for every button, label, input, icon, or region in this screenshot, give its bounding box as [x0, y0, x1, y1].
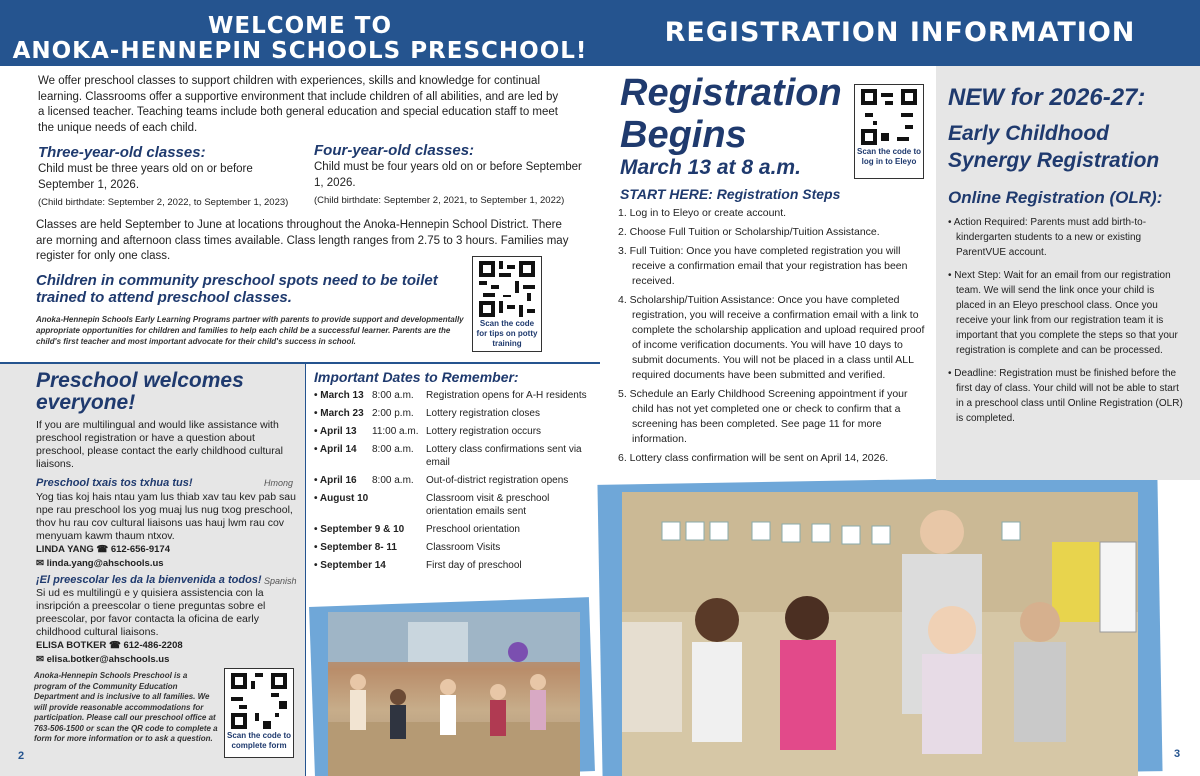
date-row: [314, 425, 594, 438]
date-row: [314, 443, 594, 469]
toilet-training-title: Children in community preschool spots need to be toilet trained to attend preschool classes.: [36, 272, 438, 306]
three-year-birthdate: (Child birthdate: September 2, 2022, to September 1, 2023): [38, 197, 289, 208]
four-year-birthdate: (Child birthdate: September 2, 2021, to September 1, 2022): [314, 195, 565, 206]
hmong-contact-email[interactable]: ✉ linda.yang@ahschools.us: [36, 558, 164, 569]
step-item: 5. Schedule an Early Childhood Screening appointment if your child has not yet completed one or check to confirm that a screening has been completed. See page 11 for more information.: [618, 388, 908, 445]
new-title: NEW for 2026-27:: [948, 84, 1146, 111]
group-photo-illustration: [622, 492, 1138, 776]
group-photo: [622, 492, 1138, 776]
description: Out-of-district registration opens: [426, 475, 569, 486]
date: • April 14: [314, 444, 357, 455]
page-number-left: 2: [18, 750, 25, 762]
spanish-contact-email[interactable]: ✉ elisa.botker@ahschools.us: [36, 654, 170, 665]
description: Preschool orientation: [426, 524, 520, 535]
description: Lottery class confirmations sent via email: [426, 444, 582, 468]
time: 8:00 a.m.: [372, 444, 414, 455]
description: Lottery registration occurs: [426, 426, 542, 437]
qr-complete-form[interactable]: [224, 668, 294, 758]
date-row: [314, 541, 594, 554]
qr-code-icon: [479, 261, 535, 317]
spanish-language-label: Spanish: [264, 576, 297, 586]
time: 2:00 p.m.: [372, 408, 414, 419]
hmong-contact-name: LINDA YANG ☎ 612-656-9174: [36, 544, 170, 555]
description: Lottery registration closes: [426, 408, 540, 419]
olr-list: [948, 215, 1184, 434]
banner-line-2: ANOKA-HENNEPIN SCHOOLS PRESCHOOL!: [12, 38, 588, 64]
date-row: [314, 559, 594, 572]
qr-eleyo-login[interactable]: [854, 84, 924, 179]
important-dates-list: [314, 389, 594, 577]
description: Classroom Visits: [426, 542, 501, 553]
olr-item: • Deadline: Registration must be finished before the first day of class. Your child will not be able to start in a preschool class until Online Registration (OLR) is completed.: [948, 368, 1183, 424]
classroom-photo: [328, 612, 580, 776]
important-dates-title: Important Dates to Remember:: [314, 369, 519, 385]
qr-code-icon: [861, 89, 917, 145]
inclusive-note: Anoka-Hennepin Schools Preschool is a program of the Community Education Department and is inclusive to all families. We will provide reasonable accommodations for participation. Please call our preschool office at 763-506-1500 or scan the QR code to complete a form for more information or to ask a question.: [34, 671, 218, 743]
step-item: 1. Log in to Eleyo or create account.: [618, 207, 787, 219]
qr-caption: Scan the code for tips on potty training: [476, 319, 538, 348]
step-item: 2. Choose Full Tuition or Scholarship/Tuition Assistance.: [618, 226, 880, 238]
qr-caption: Scan the code to complete form: [227, 731, 292, 750]
hmong-language-label: Hmong: [264, 478, 294, 488]
synergy-title: Early Childhood Synergy Registration: [948, 122, 1160, 172]
hmong-title: Preschool txais tos txhua tus!: [36, 477, 193, 489]
olr-title: Online Registration (OLR):: [948, 188, 1163, 207]
welcome-body: If you are multilingual and would like assistance with preschool registration or have a question about preschool, please contact the early childhood cultural liaisons.: [36, 419, 283, 470]
classes-paragraph: Classes are held September to June at locations throughout the Anoka-Hennepin School District. There are morning and afternoon class times available. Class length ranges from 2.75 to 3 hours. Families may register for only one class.: [36, 219, 569, 262]
three-year-requirement: Child must be three years old on or before September 1, 2026.: [38, 163, 253, 191]
time: 8:00 a.m.: [372, 475, 414, 486]
date: • August 10: [314, 493, 369, 504]
spanish-body: Si ud es multilingü e y quisiera assistencia con la insripción a preescolar o tiene preguntas sobre el preescolar, por favor contacta la oficina de early childhood cultural liaisons.: [36, 587, 266, 638]
time: 8:00 a.m.: [372, 390, 414, 401]
hmong-contact: [36, 543, 170, 571]
registration-steps: [618, 206, 930, 470]
partner-note: Anoka-Hennepin Schools Early Learning Programs partner with parents to provide support and developmentally appropriate opportunities for children and families to help each child be a successful learner. Parents are the child's first teacher and most important advocate for their child's success in school.: [36, 315, 464, 346]
vertical-divider: [305, 364, 306, 776]
registration-date: March 13 at 8 a.m.: [620, 156, 801, 179]
page-number-right: 3: [1174, 748, 1181, 760]
step-item: 4. Scholarship/Tuition Assistance: Once you have completed registration, you will receive a confirmation email with a link to complete the scholarship application and upload required proof of income verification documents. You will have 10 days to submit documents. You will not be placed in a class until ALL required documents have been submitted and verified.: [618, 294, 925, 381]
welcome-title: Preschool welcomes everyone!: [36, 369, 244, 414]
date-row: [314, 407, 594, 420]
step-item: 6. Lottery class confirmation will be sent on April 14, 2026.: [618, 452, 889, 464]
spanish-contact-name: ELISA BOTKER ☎ 612-486-2208: [36, 640, 183, 651]
four-year-body: [314, 160, 594, 207]
registration-begins-title: Registration Begins: [620, 72, 842, 156]
four-year-requirement: Child must be four years old on or before September 1, 2026.: [314, 161, 582, 189]
qr-potty-training[interactable]: [472, 256, 542, 352]
three-year-body: [38, 162, 303, 209]
four-year-title: Four-year-old classes:: [314, 142, 475, 159]
description: Registration opens for A-H residents: [426, 390, 587, 401]
steps-title: START HERE: Registration Steps: [620, 186, 841, 202]
date-row: [314, 389, 594, 402]
qr-code-icon: [231, 673, 287, 729]
description: Classroom visit & preschool orientation emails sent: [426, 493, 550, 517]
date: • March 13: [314, 390, 364, 401]
intro-paragraph: We offer preschool classes to support children with experiences, skills and knowledge for continual learning. Classrooms offer a supportive environment that include children of all abilities, and are led by a licensed teacher. Teaching teams include both general education and special education staff to meet the unique needs of each child.: [38, 75, 559, 134]
date: • September 9 & 10: [314, 524, 405, 535]
spanish-contact: [36, 639, 183, 667]
olr-item: • Action Required: Parents must add birth-to-kindergarten students to a new or existing ParentVUE account.: [948, 217, 1147, 258]
description: First day of preschool: [426, 560, 522, 571]
classroom-photo-illustration: [328, 612, 580, 776]
three-year-title: Three-year-old classes:: [38, 144, 206, 161]
time: 11:00 a.m.: [372, 426, 419, 437]
date: • April 16: [314, 475, 357, 486]
left-banner: [0, 0, 600, 66]
olr-item: • Next Step: Wait for an email from our registration team. We will send the link once your child is placed in an Eleyo preschool class. Once you receive your link from our registration team it is important that you complete the steps so that your registration is complete and can be processed.: [948, 270, 1178, 356]
date: • September 8- 11: [314, 542, 397, 553]
banner-line-1: WELCOME TO: [207, 13, 393, 39]
date: • April 13: [314, 426, 357, 437]
hmong-body: Yog tias koj hais ntau yam lus thiab xav tau kev pab sau npe rau preschool los yog muaj lus nug txog preschool, thov hu rau cov cultural liaisons uas hauj lwm rau cov menyuam kawm thaum ntxov.: [36, 491, 296, 542]
date: • March 23: [314, 408, 364, 419]
date-row: [314, 492, 594, 518]
date-row: [314, 474, 594, 487]
right-banner: REGISTRATION INFORMATION: [600, 0, 1200, 66]
qr-caption: Scan the code to log in to Eleyo: [857, 147, 922, 166]
spanish-title: ¡El preescolar les da la bienvenida a todos!: [36, 574, 262, 586]
step-item: 3. Full Tuition: Once you have completed registration you will receive a confirmation email that your registration has been received.: [618, 245, 908, 287]
date: • September 14: [314, 560, 386, 571]
date-row: [314, 523, 594, 536]
